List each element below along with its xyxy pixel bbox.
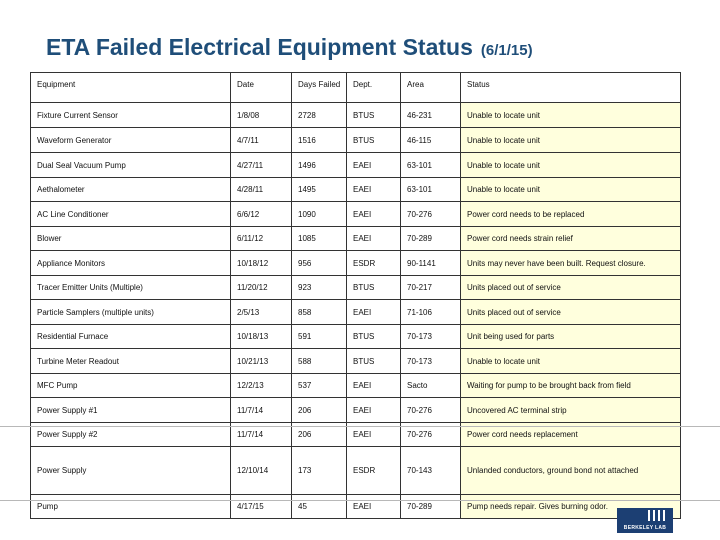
cell-area: 70-289 xyxy=(401,227,461,251)
equipment-status-table xyxy=(30,72,681,519)
table-row xyxy=(31,276,681,300)
cell-equipment: Pump xyxy=(31,495,231,519)
cell-date: 2/5/13 xyxy=(231,300,292,325)
cell-date: 12/10/14 xyxy=(231,447,292,495)
cell-dept: ESDR xyxy=(347,251,401,276)
header-dept: Dept. xyxy=(347,73,401,103)
cell-dept: EAEI xyxy=(347,227,401,251)
header-equipment: Equipment xyxy=(31,73,231,103)
cell-days-failed: 591 xyxy=(292,325,347,349)
cell-equipment: Dual Seal Vacuum Pump xyxy=(31,153,231,178)
cell-equipment: Turbine Meter Readout xyxy=(31,349,231,374)
cell-equipment: AC Line Conditioner xyxy=(31,202,231,227)
cell-status: Units may never have been built. Request closure. xyxy=(461,251,681,276)
cell-days-failed: 1090 xyxy=(292,202,347,227)
title-main: ETA Failed Electrical Equipment Status xyxy=(46,34,473,60)
cell-days-failed: 1085 xyxy=(292,227,347,251)
cell-area: 46-115 xyxy=(401,128,461,153)
table-row xyxy=(31,202,681,227)
cell-dept: EAEI xyxy=(347,398,401,423)
cell-days-failed: 858 xyxy=(292,300,347,325)
table-row xyxy=(31,153,681,178)
cell-area: 70-276 xyxy=(401,398,461,423)
cell-dept: EAEI xyxy=(347,202,401,227)
table-row xyxy=(31,495,681,519)
cell-area: 71-106 xyxy=(401,300,461,325)
header-area: Area xyxy=(401,73,461,103)
cell-equipment: Power Supply #2 xyxy=(31,423,231,447)
cell-area: 70-173 xyxy=(401,349,461,374)
cell-days-failed: 588 xyxy=(292,349,347,374)
header-days-failed: Days Failed xyxy=(292,73,347,103)
cell-date: 4/28/11 xyxy=(231,178,292,202)
table-row xyxy=(31,178,681,202)
title-date: (6/1/15) xyxy=(480,42,533,59)
cell-date: 10/18/13 xyxy=(231,325,292,349)
cell-area: 70-289 xyxy=(401,495,461,519)
cell-days-failed: 537 xyxy=(292,374,347,398)
cell-date: 11/7/14 xyxy=(231,423,292,447)
table-row xyxy=(31,349,681,374)
cell-status: Unit being used for parts xyxy=(461,325,681,349)
berkeley-lab-logo xyxy=(617,508,673,533)
table-row xyxy=(31,103,681,128)
cell-status: Power cord needs to be replaced xyxy=(461,202,681,227)
cell-equipment: Power Supply #1 xyxy=(31,398,231,423)
table-row xyxy=(31,398,681,423)
cell-equipment: Particle Samplers (multiple units) xyxy=(31,300,231,325)
cell-days-failed: 1516 xyxy=(292,128,347,153)
cell-date: 11/20/12 xyxy=(231,276,292,300)
cell-area: 70-217 xyxy=(401,276,461,300)
cell-equipment: Tracer Emitter Units (Multiple) xyxy=(31,276,231,300)
table-row xyxy=(31,300,681,325)
cell-date: 6/11/12 xyxy=(231,227,292,251)
cell-date: 1/8/08 xyxy=(231,103,292,128)
cell-area: Sacto xyxy=(401,374,461,398)
cell-status: Units placed out of service xyxy=(461,300,681,325)
cell-equipment: Aethalometer xyxy=(31,178,231,202)
cell-equipment: Residential Furnace xyxy=(31,325,231,349)
cell-equipment: Fixture Current Sensor xyxy=(31,103,231,128)
cell-dept: EAEI xyxy=(347,153,401,178)
cell-date: 4/17/15 xyxy=(231,495,292,519)
slide-rule-bottom xyxy=(0,500,720,501)
cell-area: 70-173 xyxy=(401,325,461,349)
cell-date: 10/18/12 xyxy=(231,251,292,276)
table-row xyxy=(31,374,681,398)
cell-dept: BTUS xyxy=(347,276,401,300)
table-row xyxy=(31,251,681,276)
cell-days-failed: 1496 xyxy=(292,153,347,178)
cell-dept: BTUS xyxy=(347,103,401,128)
cell-area: 70-276 xyxy=(401,202,461,227)
cell-days-failed: 45 xyxy=(292,495,347,519)
header-date: Date xyxy=(231,73,292,103)
cell-date: 4/27/11 xyxy=(231,153,292,178)
cell-area: 63-101 xyxy=(401,178,461,202)
cell-dept: EAEI xyxy=(347,423,401,447)
slide-title xyxy=(46,34,533,61)
cell-dept: ESDR xyxy=(347,447,401,495)
cell-status: Power cord needs replacement xyxy=(461,423,681,447)
cell-days-failed: 206 xyxy=(292,398,347,423)
cell-status: Waiting for pump to be brought back from field xyxy=(461,374,681,398)
cell-status: Unable to locate unit xyxy=(461,103,681,128)
cell-status: Unable to locate unit xyxy=(461,349,681,374)
cell-days-failed: 173 xyxy=(292,447,347,495)
cell-area: 63-101 xyxy=(401,153,461,178)
table-row xyxy=(31,447,681,495)
cell-date: 10/21/13 xyxy=(231,349,292,374)
cell-status: Pump needs repair. Gives burning odor. xyxy=(461,495,681,519)
cell-status: Unable to locate unit xyxy=(461,178,681,202)
cell-days-failed: 956 xyxy=(292,251,347,276)
cell-status: Power cord needs strain relief xyxy=(461,227,681,251)
cell-equipment: Appliance Monitors xyxy=(31,251,231,276)
cell-status: Unable to locate unit xyxy=(461,128,681,153)
table-row xyxy=(31,325,681,349)
cell-equipment: MFC Pump xyxy=(31,374,231,398)
cell-date: 12/2/13 xyxy=(231,374,292,398)
table-row xyxy=(31,227,681,251)
cell-date: 11/7/14 xyxy=(231,398,292,423)
cell-days-failed: 2728 xyxy=(292,103,347,128)
cell-equipment: Power Supply xyxy=(31,447,231,495)
cell-days-failed: 1495 xyxy=(292,178,347,202)
cell-equipment: Blower xyxy=(31,227,231,251)
logo-text: BERKELEY LAB xyxy=(623,525,667,531)
cell-area: 90-1141 xyxy=(401,251,461,276)
cell-equipment: Waveform Generator xyxy=(31,128,231,153)
header-status: Status xyxy=(461,73,681,103)
cell-days-failed: 923 xyxy=(292,276,347,300)
cell-date: 4/7/11 xyxy=(231,128,292,153)
cell-dept: EAEI xyxy=(347,374,401,398)
cell-dept: EAEI xyxy=(347,495,401,519)
table-row xyxy=(31,128,681,153)
cell-status: Units placed out of service xyxy=(461,276,681,300)
table-header-row xyxy=(31,73,681,103)
cell-status: Uncovered AC terminal strip xyxy=(461,398,681,423)
cell-dept: BTUS xyxy=(347,325,401,349)
cell-dept: EAEI xyxy=(347,178,401,202)
cell-status: Unable to locate unit xyxy=(461,153,681,178)
cell-dept: BTUS xyxy=(347,128,401,153)
cell-area: 70-276 xyxy=(401,423,461,447)
slide-rule-top xyxy=(0,426,720,427)
logo-bars-icon xyxy=(648,510,668,521)
cell-days-failed: 206 xyxy=(292,423,347,447)
cell-area: 46-231 xyxy=(401,103,461,128)
cell-dept: BTUS xyxy=(347,349,401,374)
cell-status: Unlanded conductors, ground bond not attached xyxy=(461,447,681,495)
cell-dept: EAEI xyxy=(347,300,401,325)
cell-area: 70-143 xyxy=(401,447,461,495)
cell-date: 6/6/12 xyxy=(231,202,292,227)
